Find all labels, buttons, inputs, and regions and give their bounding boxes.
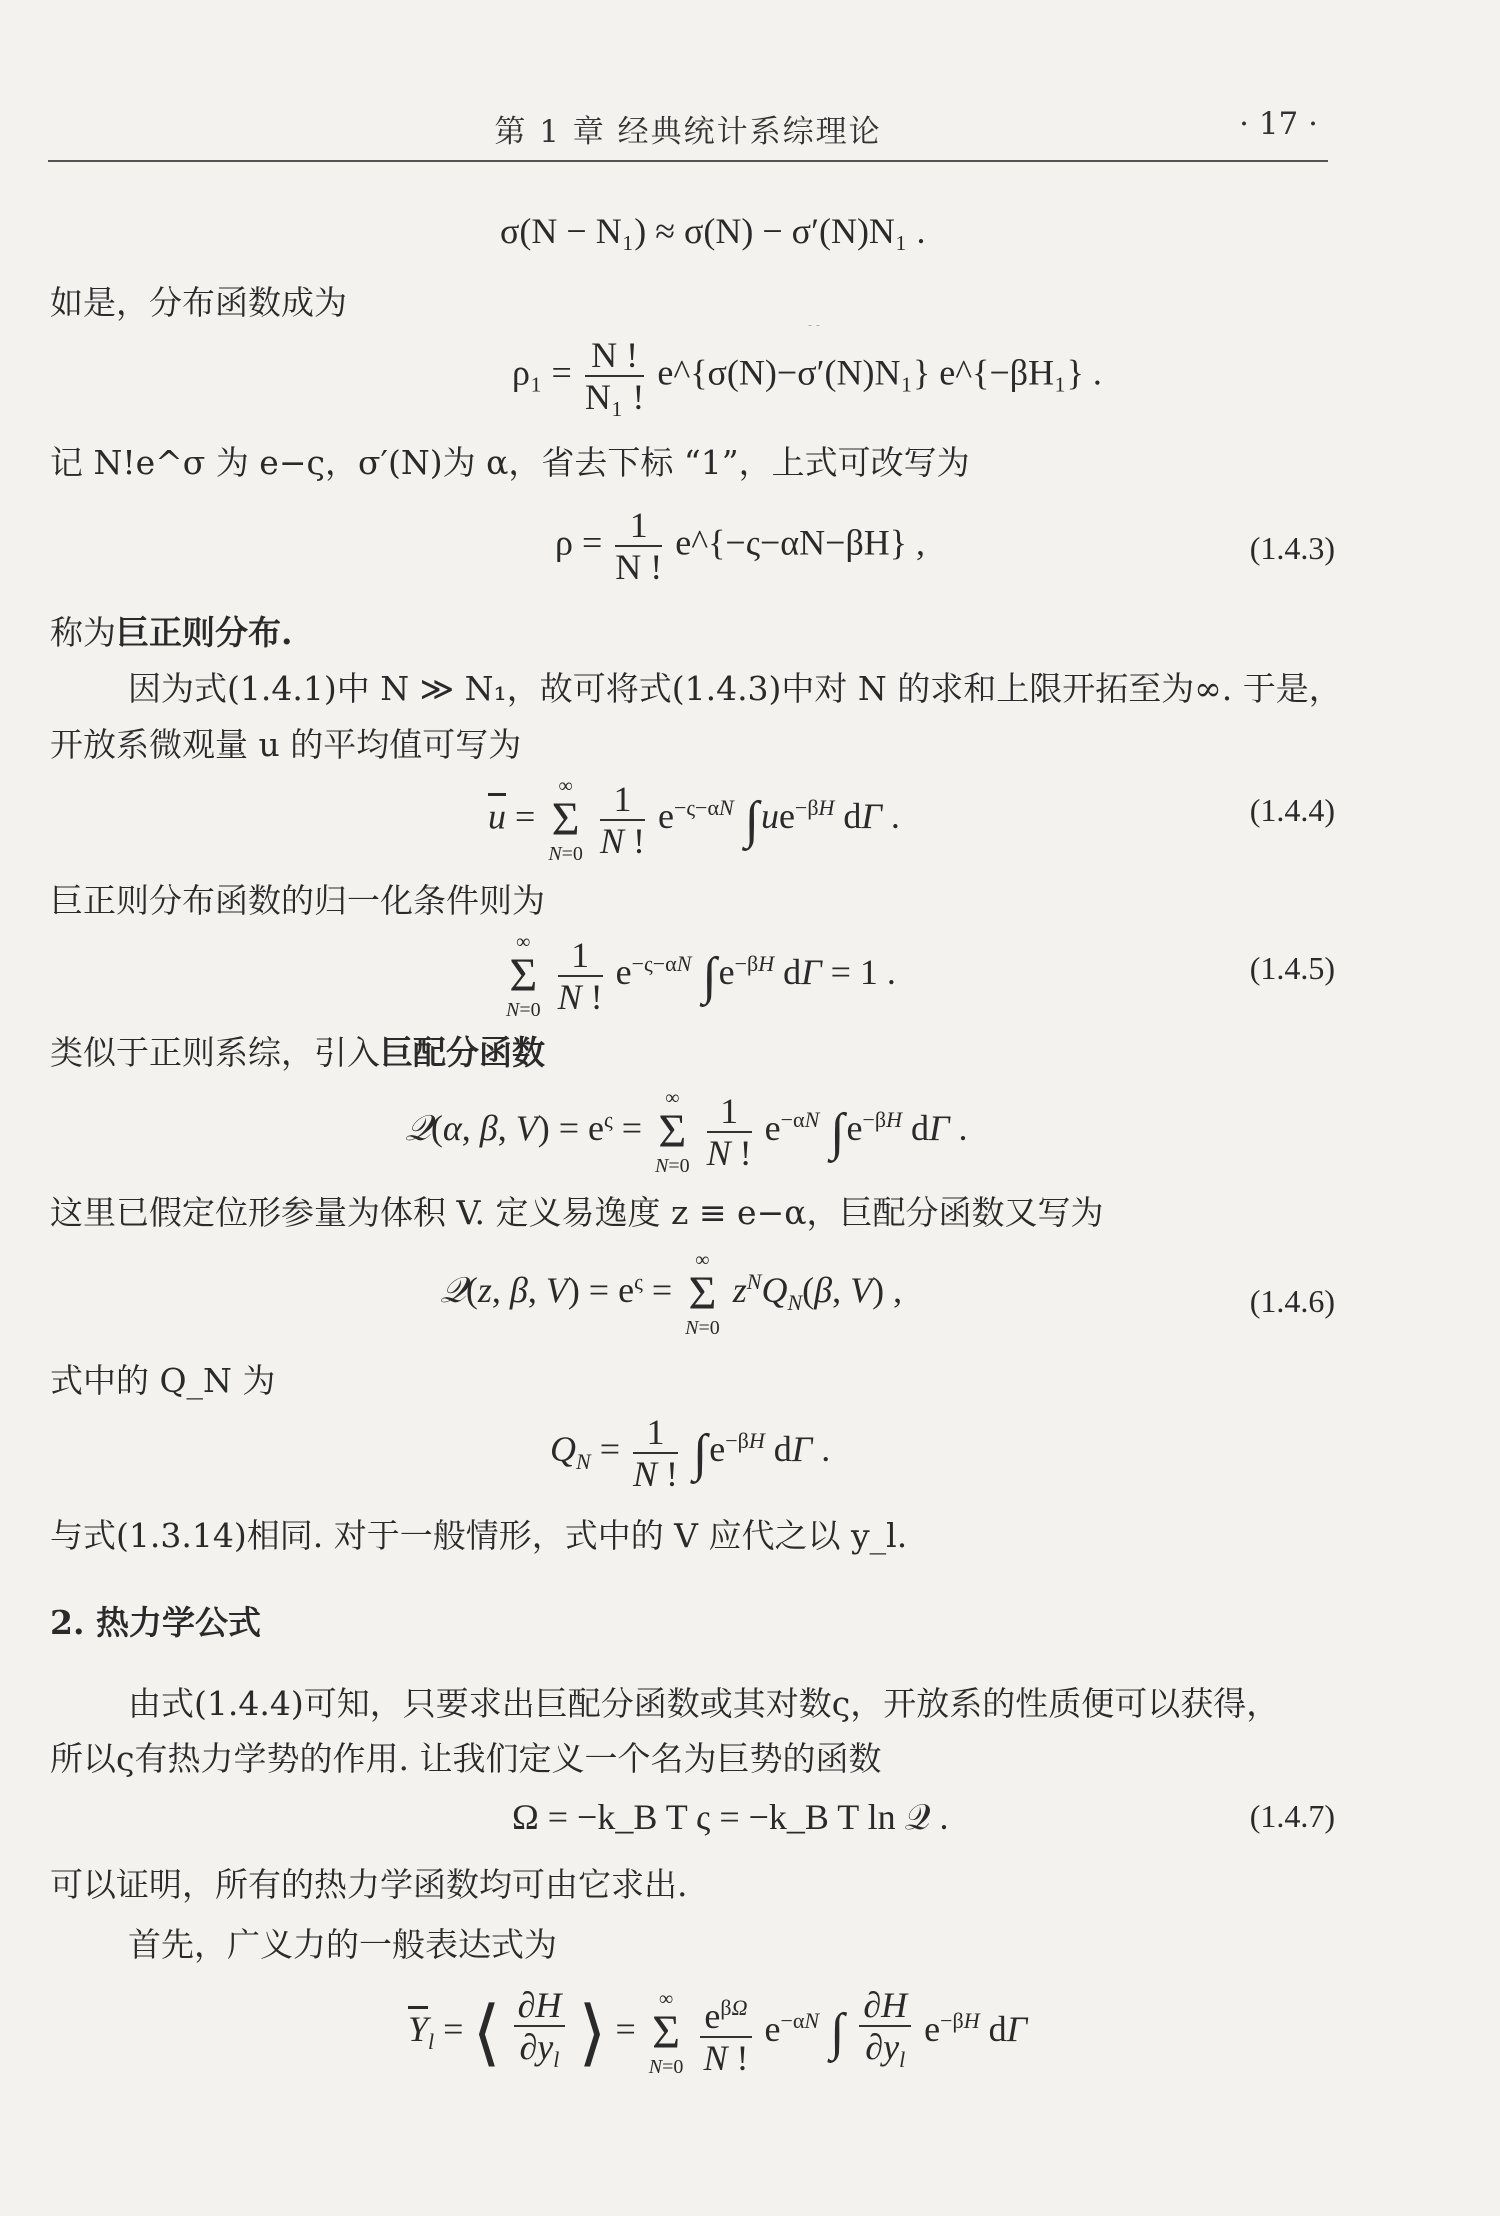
sum-symbol: ∞ Σ N=0: [548, 775, 583, 865]
q-z-lhs: 𝒬(z, β, $V) = e^\varsigma$ =: [440, 1269, 673, 1311]
left-angle-bracket: ⟨: [472, 1993, 501, 2074]
eq143-fraction: [615, 505, 662, 587]
rho1-numerator: N !: [585, 335, 645, 377]
eq143-denominator: N !: [615, 547, 663, 587]
term-grand-canonical-distribution: 巨正则分布.: [116, 613, 293, 652]
equation-1-4-7: Ω = −k_B T ς = −k_B T ln 𝒬 .: [512, 1797, 949, 1837]
equation-number-1-4-3: (1.4.3): [1249, 530, 1335, 566]
eq145-rhs: $e^{-\varsigma-\alpha N}$ $\int e^{-\beta H}$ dΓ = 1 .: [615, 947, 896, 1005]
paragraph-leisi: [50, 1032, 545, 1074]
running-header: [48, 100, 1328, 162]
integral-symbol: ∫: [830, 2004, 845, 2062]
equation-1-4-4: [488, 776, 900, 864]
paragraph-yinwei-line2: 开放系微观量 u 的平均值可写为: [50, 725, 522, 764]
equation-generalized-force: $\overline{Y}_l$ = ⟨ $\frac{\partial H}{\partial y_l}$ ⟩ = ∞ Σ N=0 $\frac{e^{\beta\Omega}}{N !}$ $e^{-\alpha N}$ ∫ $\frac{\partial H}{\partial y_l}$ $e^{-\beta H}$ dΓ: [408, 1985, 1027, 2080]
equation-sigma-expansion: σ(N − N₁) ≈ σ(N) − σ′(N)N₁ .: [500, 211, 926, 251]
eq144-fraction: $\frac{1}{N !}$: [599, 779, 645, 861]
equation-number-1-4-4: (1.4.4): [1249, 792, 1335, 828]
paragraph-yinwei-line1: 因为式(1.4.1)中 N ≫ N₁，故可将式(1.4.3)中对 N 的求和上限开拓至为∞. 于是，: [128, 669, 1342, 708]
paragraph-chengwei: [50, 612, 293, 654]
eq143-rhs: e^{−ς−αN−βH} ,: [675, 522, 926, 563]
qn-fraction: $\frac{1}{N !}$: [633, 1412, 679, 1494]
paragraph-shouxian: 首先，广义力的一般表达式为: [128, 1925, 557, 1964]
rho1-rhs: e^{σ(N)−σ′(N)N₁} e^{−βH₁} .: [657, 352, 1102, 393]
chengwei-prefix: 称为: [50, 613, 116, 652]
equation-1-4-3: [555, 505, 925, 587]
paragraph-youshi-line1: 由式(1.4.4)可知，只要求出巨配分函数或其对数ς，开放系的性质便可以获得，: [128, 1684, 1280, 1723]
rho1-denominator: N₁ !: [584, 377, 645, 417]
equation-number-1-4-5: (1.4.5): [1249, 950, 1335, 986]
paragraph-youshi-line2: 所以ς有热力学势的作用. 让我们定义一个名为巨势的函数: [50, 1739, 882, 1778]
integral-symbol: ∫: [830, 1103, 845, 1161]
equation-qn: [550, 1412, 830, 1494]
paragraph-rushi: 如是，分布函数成为: [50, 283, 347, 322]
rho1-lhs: ρ₁ =: [512, 352, 572, 393]
term-grand-partition-function: 巨配分函数: [380, 1033, 545, 1072]
right-angle-bracket: ⟩: [578, 1993, 607, 2074]
paragraph-yushi: 与式(1.3.14)相同. 对于一般情形，式中的 V 应代之以 y_l.: [50, 1516, 908, 1555]
scan-speck: - -: [808, 318, 820, 332]
qn-rhs: $\int e^{-\beta H}$ dΓ .: [693, 1424, 831, 1482]
eq144-rhs: $e^{-\varsigma-\alpha N}$ $\int ue^{-\beta H}$ dΓ .: [657, 791, 900, 849]
integral-symbol: ∫: [702, 947, 717, 1005]
equation-number-1-4-7: (1.4.7): [1249, 1798, 1335, 1834]
chapter-title: 第 1 章 经典统计系综理论: [494, 114, 882, 150]
sum-symbol: ∞ Σ N=0: [506, 931, 541, 1021]
ybar-lhs: $\overline{Y}_l$ =: [408, 2008, 464, 2055]
paragraph-keyi: 可以证明，所有的热力学函数均可由它求出.: [50, 1865, 688, 1904]
dh-dy-fraction: $\frac{\partial H}{\partial y_l}$: [514, 1985, 566, 2080]
equation-grand-partition-alpha: [405, 1088, 967, 1176]
eq143-numerator: 1: [615, 505, 662, 547]
page-number: · 17 ·: [1239, 106, 1318, 142]
section-heading-thermodynamic-formulas: 2. 热力学公式: [50, 1603, 261, 1642]
equation-rho1: [512, 335, 1102, 417]
integral-symbol: ∫: [693, 1424, 708, 1482]
sum-symbol: ∞ Σ N=0: [648, 1987, 684, 2078]
ebetaomega-fraction: $\frac{e^{\beta\Omega}}{N !}$: [700, 1988, 751, 2078]
q-z-rhs: $z^NQ_N(\beta$, V) ,: [732, 1269, 903, 1316]
eq145-fraction: $\frac{1}{N !}$: [557, 935, 603, 1017]
integral-symbol: ∫: [744, 791, 759, 849]
paragraph-shizhong: 式中的 Q_N 为: [50, 1361, 276, 1400]
rho1-fraction: [585, 335, 645, 417]
paragraph-guiyihua: 巨正则分布函数的归一化条件则为: [50, 881, 545, 920]
leisi-prefix: 类似于正则系综，引入: [50, 1033, 380, 1072]
equation-1-4-5: [502, 932, 896, 1020]
sum-symbol: ∞ Σ N=0: [655, 1087, 690, 1177]
dh-dy-fraction-2: $\frac{\partial H}{\partial y_l}$: [859, 1985, 911, 2080]
eq143-lhs: ρ =: [555, 522, 603, 563]
sum-symbol: ∞ Σ N=0: [685, 1249, 720, 1339]
paragraph-zheli: 这里已假定位形参量为体积 V. 定义易逸度 z ≡ e−α，巨配分函数又写为: [50, 1193, 1104, 1232]
ubar-lhs: $\overline{u}$ =: [488, 796, 536, 837]
paragraph-ji: 记 N!e^σ 为 e−ς，σ′(N)为 α，省去下标 “1”，上式可改写为: [50, 443, 970, 482]
q-alpha-lhs: 𝒬(α, β, $V) = e^\varsigma$ =: [405, 1107, 643, 1149]
equation-1-4-6: [440, 1250, 902, 1338]
q-alpha-fraction: $\frac{1}{N !}$: [706, 1091, 752, 1173]
q-alpha-rhs: $e^{-\alpha N}$ $\int e^{-\beta H}$ dΓ .: [764, 1103, 968, 1161]
qn-lhs: $Q_N$ =: [550, 1429, 620, 1475]
equation-number-1-4-6: (1.4.6): [1249, 1283, 1335, 1319]
